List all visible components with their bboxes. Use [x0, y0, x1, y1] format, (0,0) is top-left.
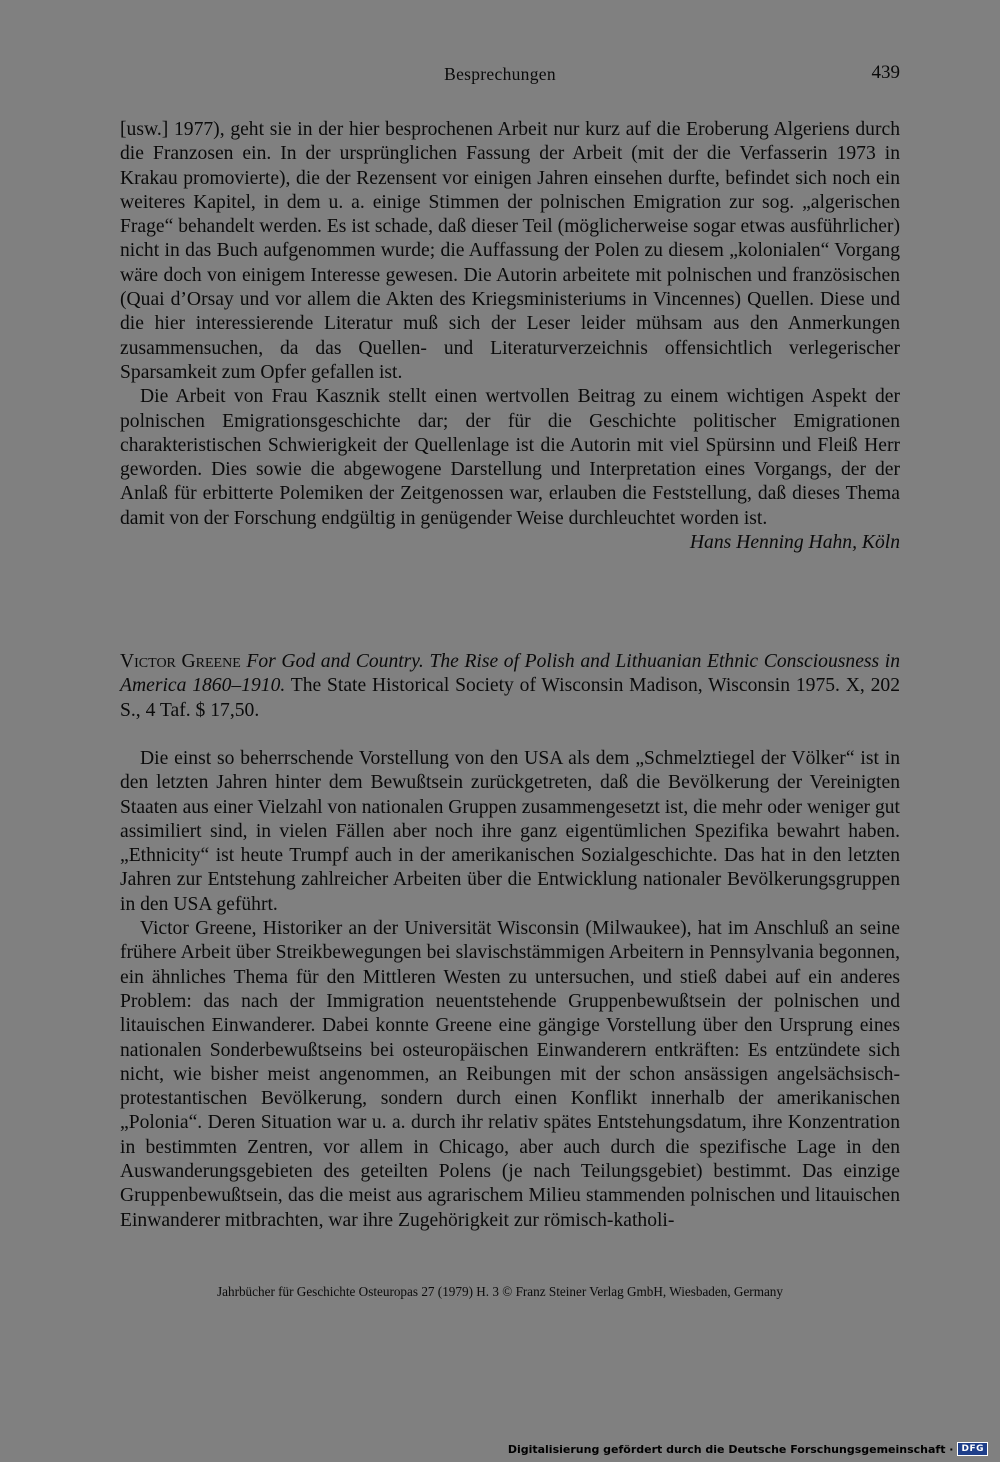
review-body — [120, 747, 900, 1233]
funding-notice — [508, 1442, 988, 1456]
book-publication: The State Historical Society of Wisconsin Madison, Wisconsin 1975. X, 202 S., 4 Taf. $ 17,50. — [120, 675, 900, 721]
dfg-logo: DFG — [957, 1442, 988, 1456]
running-header: Besprechungen — [444, 64, 556, 84]
funding-text: Digitalisierung gefördert durch die Deutsche Forschungsgemeinschaft · — [507, 1442, 954, 1456]
paragraph: Victor Greene, Historiker an der Universität Wisconsin (Milwaukee), hat im Anschluß an seine frühere Arbeit über Streikbewegungen bei slavischstämmigen Arbeitern in Pennsylvania begonnen, ein ähnliches Thema für den Mittleren Westen zu untersuchen, und stieß dabei auf ein anderes Problem: das nach der Immigration neuentstehende Gruppenbewußtsein der polnischen und litauischen Einwanderer. Dabei konnte Greene eine gängige Vorstellung über den Ursprung eines nationalen Sonderbewußtseins bei osteuropäischen Einwanderern entkräften: Es entzündete sich nicht, wie bisher meist angenommen, an Reibungen mit der schon ansässigen angelsächsisch-protestantischen Bevölkerung, sondern durch einen Konflikt innerhalb der amerikanischen „Polonia“. Deren Situation war u. a. durch ihr relativ spätes Entstehungsdatum, ihre Konzentration in bestimmten Zentren, vor allem in Chicago, aber auch durch die spezifische Lage in den Auswanderungsgebieten des geteilten Polens (je nach Teilungsgebiet) bestimmt. Das einzige Gruppenbewußtsein, das die meist aus agrarischem Milieu stammenden polnischen und litauischen Einwanderer mitbrachten, war ihre Zugehörigkeit zur römisch-katholi- — [120, 918, 900, 1231]
paragraph: [usw.] 1977), geht sie in der hier besprochenen Arbeit nur kurz auf die Eroberung Algeriens durch die Franzosen ein. In der ursprünglichen Fassung der Arbeit (mit der die Verfasserin 1973 in Krakau promovierte), die der Rezensent vor einigen Jahren einsehen durfte, befindet sich noch ein weiteres Kapitel, in dem u. a. einige Stimmen der polnischen Emigration zur sog. „algerischen Frage“ behandelt werden. Es ist schade, daß dieser Teil (möglicherweise sogar etwas ausführlicher) nicht in das Buch aufgenommen wurde; die Auffassung der Polen zu diesem „kolonialen“ Vorgang wäre doch von einigem Interesse gewesen. Die Autorin arbeitete mit polnischen und französischen (Quai d’Orsay und vor allem die Akten des Kriegsministeriums in Vincennes) Quellen. Diese und die hier interessierende Literatur muß sich der Leser leider mühsam aus den Anmerkungen zusammensuchen, da das Quellen- und Literaturverzeichnis offensichtlich verlegerischer Sparsamkeit zum Opfer gefallen ist. — [120, 119, 900, 383]
reviewer-signature: Hans Henning Hahn, Köln — [689, 532, 900, 554]
bibliographic-entry — [120, 650, 900, 723]
review-continuation — [120, 118, 900, 555]
page-number: 439 — [871, 62, 900, 83]
book-title: For God and Country. The Rise of Polish and Lithuanian Ethnic Consciousness in America 1860–1910. — [120, 651, 900, 697]
paragraph: Die Arbeit von Frau Kasznik stellt einen wertvollen Beitrag zu einem wichtigen Aspekt der polnischen Emigrationsgeschichte dar; der für die Geschichte politischer Emigrationen charakteristischen Schwierigkeit der Quellenlage ist die Autorin mit viel Spürsinn und Fleiß Herr geworden. Dies sowie die abgewogene Darstellung und Interpretation eines Vorgangs, der der Anlaß für erbitterte Polemiken der Zeitgenossen war, erlauben die Feststellung, daß dieses Thema damit von der Forschung endgültig in genügender Weise durchleuchtet worden ist. — [120, 386, 900, 529]
journal-footer: Jahrbücher für Geschichte Osteuropas 27 (1979) H. 3 © Franz Steiner Verlag GmbH, Wiesbaden, Germany — [216, 1284, 783, 1299]
paragraph: Die einst so beherrschende Vorstellung von den USA als dem „Schmelztiegel der Völker“ ist in den letzten Jahren hinter dem Bewußtsein zurückgetreten, daß die Bevölkerung der Vereinigten Staaten aus einer Vielzahl von nationalen Gruppen zusammengesetzt ist, die mehr oder weniger gut assimiliert sind, in vielen Fällen aber noch ihre ganz eigentümlichen Spezifika bewahrt haben. „Ethnicity“ ist heute Trumpf auch in der amerikanischen Sozialgeschichte. Das hat in den letzten Jahren zur Entstehung zahlreicher Arbeiten über die Entwicklung nationaler Bevölkerungsgruppen in den USA geführt. — [120, 748, 900, 915]
book-author: Victor Greene — [120, 651, 241, 672]
